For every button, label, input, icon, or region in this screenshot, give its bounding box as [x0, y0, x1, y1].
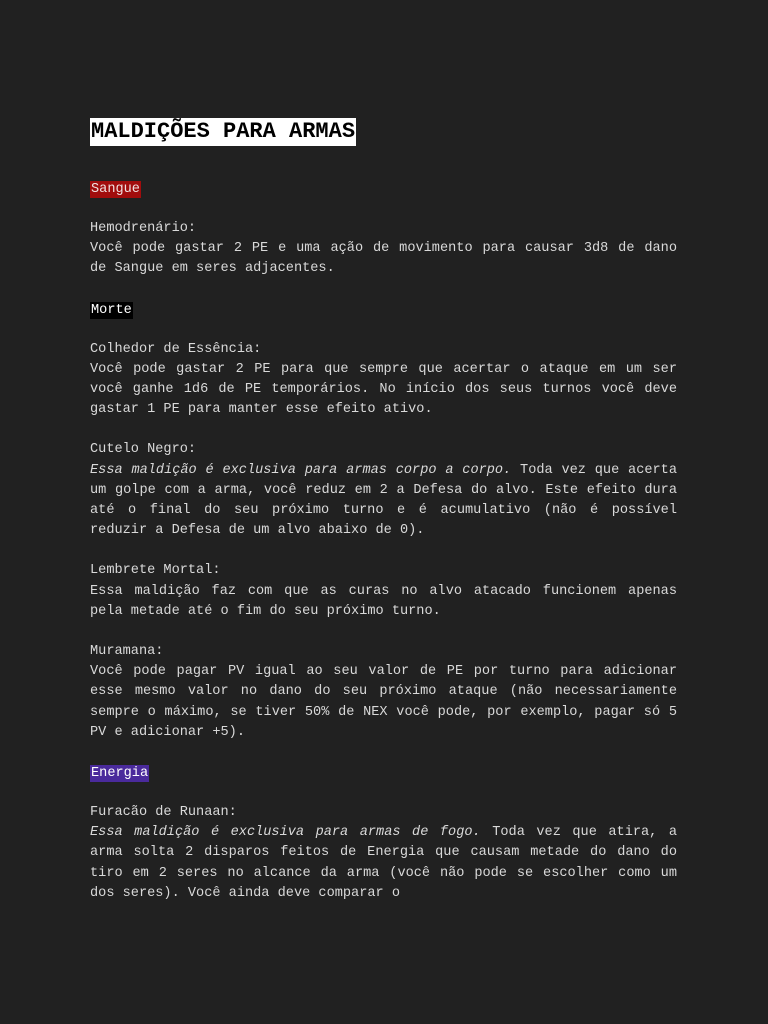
- entry-body: Toda vez que atira, a arma solta 2 disparos feitos de Energia que causam metade do dano do tiro em 2 seres no alcance da arma (você não pode se escolher como um dos seres). Você ainda deve comparar o: [90, 825, 678, 901]
- entry-muramana: [90, 642, 677, 743]
- section-energia-header: [90, 763, 677, 780]
- entry-name: Furacão de Runaan:: [90, 805, 237, 821]
- entry-text: [90, 461, 677, 542]
- entry-body: Você pode pagar PV igual ao seu valor de PE por turno para adicionar esse mesmo valor no dano do seu próximo ataque (não necessariamente sempre o máximo, se tiver 50% de NEX você pode, por exemplo, pagar só 5 PV e adicionar +5).: [90, 664, 677, 740]
- entry-cutelo-negro: [90, 440, 677, 541]
- section-morte-header: [90, 300, 677, 317]
- entry-text: [90, 582, 677, 622]
- entry-lembrete-mortal: [90, 561, 677, 622]
- entry-furacao-de-runaan: [90, 803, 677, 904]
- entry-hemodrenario: [90, 219, 677, 280]
- document-page: [90, 118, 677, 924]
- entry-body: Você pode gastar 2 PE para que sempre que acertar o ataque em um ser você ganhe 1d6 de PE temporários. No início dos seus turnos você deve gastar 1 PE para manter esse efeito ativo.: [90, 361, 677, 418]
- entry-restriction: Essa maldição é exclusiva para armas corpo a corpo.: [90, 462, 512, 478]
- entry-body: Essa maldição faz com que as curas no alvo atacado funcionem apenas pela metade até o fim do seu próximo turno.: [90, 583, 677, 619]
- entry-colhedor-de-essencia: [90, 340, 677, 421]
- entry-body: Você pode gastar 2 PE e uma ação de movimento para causar 3d8 de dano de Sangue em seres adjacentes.: [90, 241, 677, 277]
- entry-restriction: Essa maldição é exclusiva para armas de fogo.: [90, 825, 481, 841]
- section-tag-energia: Energia: [91, 766, 149, 782]
- entry-name: Colhedor de Essência:: [90, 341, 262, 357]
- page-title: MALDIÇÕES PARA ARMAS: [91, 119, 356, 144]
- entry-body: Toda vez que acerta um golpe com a arma, você reduz em 2 a Defesa do alvo. Este efeito dura até o final do seu próximo turno e é acumulativo (não é possível reduzir a Defesa de um alvo abaixo de 0).: [90, 462, 677, 539]
- entry-name: Lembrete Mortal:: [90, 563, 221, 579]
- entry-text: [90, 662, 677, 743]
- entry-text: [90, 239, 677, 279]
- entry-name: Muramana:: [90, 644, 164, 660]
- entry-text: [90, 360, 677, 421]
- entry-name: Cutelo Negro:: [90, 442, 197, 458]
- entry-name: Hemodrenário:: [90, 221, 197, 236]
- section-sangue-header: [90, 179, 677, 196]
- section-tag-morte: Morte: [91, 302, 132, 318]
- entry-text: [90, 823, 677, 904]
- section-tag-sangue: Sangue: [91, 182, 140, 197]
